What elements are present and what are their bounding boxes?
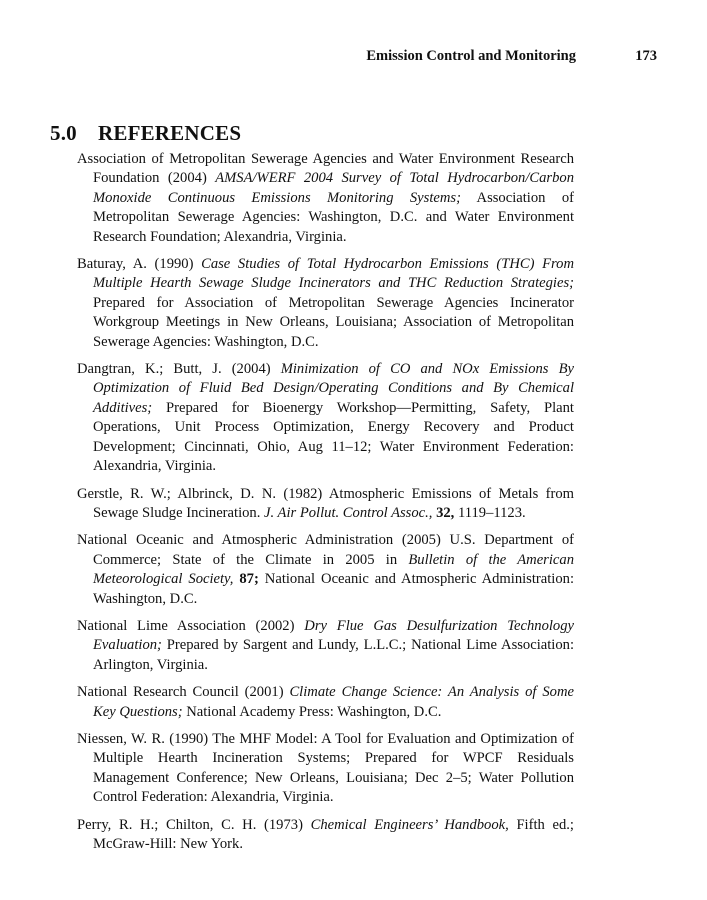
reference-text: National Academy Press: Washington, D.C. bbox=[182, 703, 442, 720]
reference-text: Prepared for Bioenergy Workshop—Permitting, Safety, Plant Operations, Unit Process Optimization, Energy Recovery and Product Development; Cincinnati, Ohio, Aug 11–12; Water Environment Federation: Alexandria, Virginia. bbox=[93, 399, 574, 475]
reference-title: J. Air Pollut. Control Assoc., bbox=[264, 504, 433, 521]
reference-entry bbox=[77, 255, 574, 352]
section-number: 5.0 bbox=[50, 121, 77, 145]
running-title: Emission Control and Monitoring bbox=[366, 48, 576, 64]
reference-text: Association of Metropolitan Sewerage Agencies and Water Environment Research Foundation (2004) bbox=[77, 151, 574, 187]
reference-text: National Research Council (2001) bbox=[77, 684, 290, 701]
reference-text: Prepared for Association of Metropolitan Sewerage Agencies Incinerator Workgroup Meetings in New Orleans, Louisiana; Association of Metropolitan Sewerage Agencies: Washington, D.C. bbox=[93, 294, 574, 350]
section-title: REFERENCES bbox=[98, 121, 242, 145]
reference-entry bbox=[77, 683, 574, 722]
reference-text: National Oceanic and Atmospheric Administration: Washington, D.C. bbox=[93, 571, 575, 607]
reference-entry bbox=[77, 730, 574, 808]
page-number: 173 bbox=[635, 48, 657, 64]
reference-text: Prepared by Sargent and Lundy, L.L.C.; National Lime Association: Arlington, Virginia. bbox=[93, 637, 574, 673]
reference-entry bbox=[77, 150, 574, 247]
reference-volume: 87; bbox=[233, 571, 259, 588]
reference-title: AMSA/WERF 2004 Survey of Total Hydrocarbon/Carbon Monoxide Continuous Emissions Monitoring Systems; bbox=[93, 170, 574, 206]
reference-list bbox=[77, 150, 574, 862]
reference-entry bbox=[77, 816, 574, 855]
reference-text: National Oceanic and Atmospheric Administration (2005) U.S. Department of Commerce; State of the Climate in 2005 in bbox=[77, 532, 574, 568]
reference-entry bbox=[77, 485, 574, 524]
reference-title: Climate Change Science: An Analysis of Some Key Questions; bbox=[93, 684, 574, 720]
running-header bbox=[0, 48, 707, 68]
reference-text: Baturay, A. (1990) bbox=[77, 256, 202, 273]
reference-title: Minimization of CO and NOx Emissions By Optimization of Fluid Bed Design/Operating Conditions and By Chemical Additives; bbox=[93, 361, 574, 416]
reference-text: National Lime Association (2002) bbox=[77, 617, 305, 634]
reference-title: Bulletin of the American Meteorological Society, bbox=[93, 551, 574, 588]
section-heading bbox=[50, 121, 241, 146]
reference-title: Chemical Engineers’ Handbook, bbox=[310, 816, 509, 833]
reference-text: Gerstle, R. W.; Albrinck, D. N. (1982) Atmospheric Emissions of Metals from Sewage Sludge Incineration. bbox=[77, 485, 574, 521]
reference-volume: 32, bbox=[432, 504, 455, 521]
reference-title: Case Studies of Total Hydrocarbon Emissions (THC) From Multiple Hearth Sewage Sludge Incinerators and THC Reduction Strategies; bbox=[93, 256, 574, 292]
reference-text: Perry, R. H.; Chilton, C. H. (1973) bbox=[77, 816, 311, 833]
reference-entry bbox=[77, 617, 574, 675]
reference-text: Association of Metropolitan Sewerage Agencies: Washington, D.C. and Water Environment Research Foundation; Alexandria, Virginia. bbox=[93, 189, 574, 245]
reference-text: Dangtran, K.; Butt, J. (2004) bbox=[77, 361, 281, 378]
reference-title: Dry Flue Gas Desulfurization Technology Evaluation; bbox=[93, 617, 575, 654]
reference-text: 1119–1123. bbox=[454, 504, 526, 521]
reference-text: Niessen, W. R. (1990) The MHF Model: A Tool for Evaluation and Optimization of Multiple Hearth Incineration Systems; Prepared for WPCF Residuals Management Conference; New Orleans, Louisiana; Dec 2–5; Water Pollution Control Federation: Alexandria, Virginia. bbox=[77, 730, 574, 806]
reference-entry bbox=[77, 360, 574, 476]
reference-entry bbox=[77, 531, 574, 609]
reference-text: Fifth ed.; McGraw-Hill: New York. bbox=[93, 816, 574, 852]
